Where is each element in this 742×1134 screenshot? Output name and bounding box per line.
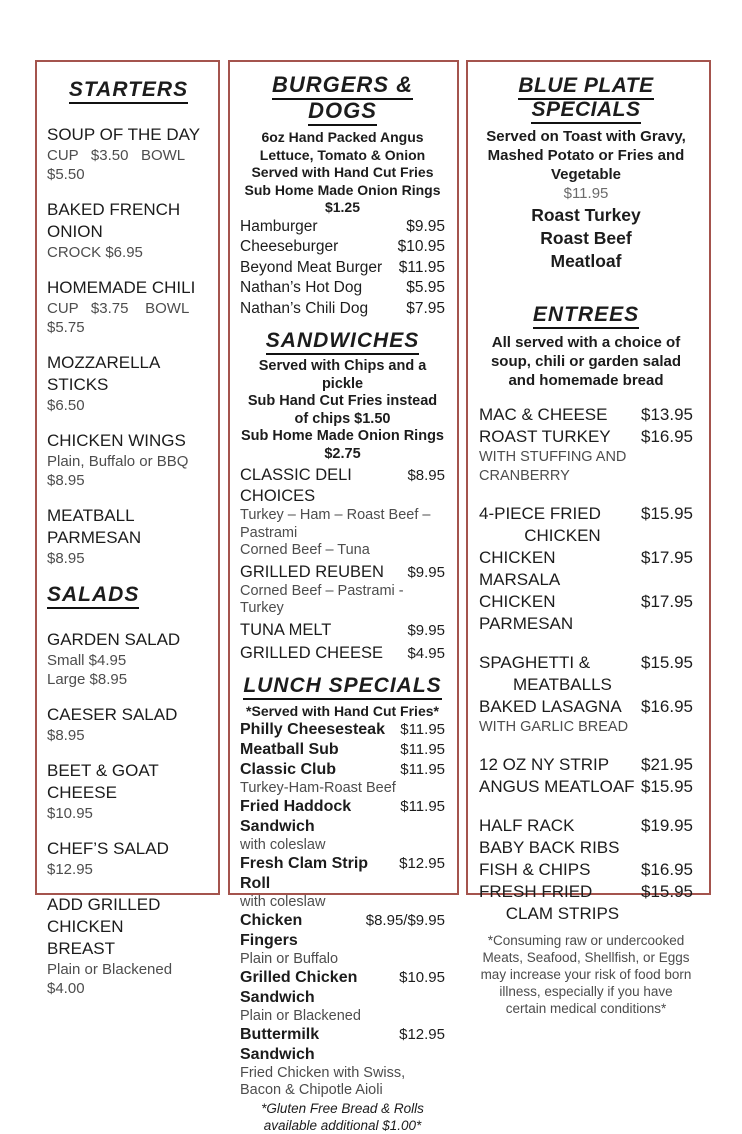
menu-item [47, 894, 210, 998]
item-sub: $10.95 [47, 804, 210, 823]
section-heading-text: BLUE PLATE SPECIALS [518, 74, 653, 124]
item-name: HOMEMADE CHILI [47, 277, 210, 299]
menu-item-row [47, 760, 210, 804]
item-name-line2: BREAST [47, 938, 210, 960]
menu-section [240, 72, 445, 319]
item-name: CLASSIC DELI CHOICES [240, 465, 403, 507]
menu-item-row [240, 797, 445, 837]
item-name-line2: MEATBALLS [479, 674, 646, 696]
menu-item [47, 199, 210, 262]
menu-item-row [240, 278, 445, 299]
item-sub: Large $8.95 [47, 670, 210, 689]
item-price: $9.95 [403, 562, 445, 583]
item-price: $7.95 [402, 299, 445, 320]
section-footnote: *Gluten Free Bread & Rolls available additional $1.00* [240, 1101, 445, 1134]
item-name: Fried Haddock Sandwich [240, 797, 396, 837]
item-name: CHICKEN PARMESAN [479, 591, 637, 635]
section-heading [47, 583, 210, 607]
menu-item [479, 881, 693, 925]
section-intro-line: Served with Chips and a pickle [240, 358, 445, 393]
menu-item-row [47, 704, 210, 726]
item-price: $21.95 [637, 754, 693, 776]
item-sub: CUP $3.75 BOWL $5.75 [47, 299, 210, 337]
item-sub: Corned Beef – Pastrami - Turkey [240, 583, 445, 618]
item-sub: Plain or Buffalo [240, 951, 445, 968]
item-sub: with coleslaw [240, 837, 445, 854]
menu-section [47, 78, 210, 568]
menu-item [240, 797, 445, 854]
menu-section [240, 329, 445, 664]
item-price: $19.95 [637, 815, 693, 837]
item-price: $15.95 [637, 776, 693, 798]
section-heading [240, 674, 445, 698]
item-price: $4.95 [403, 643, 445, 664]
menu-item [240, 720, 445, 740]
item-name: Meatball Sub [240, 740, 396, 760]
section-intro-line: Served with Hand Cut Fries [240, 164, 445, 182]
menu-item-row [47, 838, 210, 860]
item-price: $11.95 [396, 740, 445, 760]
menu-item-row [240, 258, 445, 279]
item-price: $15.95 [637, 503, 693, 525]
item-name: Philly Cheesesteak [240, 720, 396, 740]
menu-item-row [479, 404, 693, 426]
blueplate-entrees-column [466, 60, 711, 895]
item-name-line2: CHICKEN [479, 525, 646, 547]
section-footnote: *Consuming raw or undercooked Meats, Seafood, Shellfish, or Eggs may increase your risk of food born illness, especially if you have certain medical conditions* [479, 932, 693, 1017]
menu-item-row [479, 776, 693, 798]
menu-item [240, 760, 445, 797]
item-name: GRILLED CHEESE [240, 643, 403, 664]
menu-item [240, 620, 445, 641]
item-sub: $6.50 [47, 396, 210, 415]
item-price: $17.95 [637, 547, 693, 569]
menu-item [240, 643, 445, 664]
menu-item [240, 299, 445, 320]
menu-item [479, 859, 693, 881]
item-name: BEET & GOAT CHEESE [47, 760, 210, 804]
item-name: SOUP OF THE DAY [47, 124, 210, 146]
item-price: $12.95 [395, 1025, 445, 1045]
menu-item-row [47, 629, 210, 651]
item-name: CHICKEN MARSALA [479, 547, 637, 591]
section-intro-line: Sub Home Made Onion Rings $2.75 [240, 428, 445, 463]
item-name: MEATBALL PARMESAN [47, 505, 210, 549]
item-sub: Small $4.95 [47, 651, 210, 670]
menu-item-row [47, 894, 210, 938]
menu-item-row [240, 465, 445, 507]
menu-item-row [47, 277, 210, 299]
item-name: FISH & CHIPS [479, 859, 637, 881]
menu-item-row [47, 505, 210, 549]
section-intro-line: *Served with Hand Cut Fries* [240, 703, 445, 721]
item-price: $10.95 [395, 968, 445, 988]
section-intro-line: Roast Turkey [479, 204, 693, 227]
menu-item-row [479, 696, 693, 718]
item-sub: Plain, Buffalo or BBQ [47, 452, 210, 471]
item-sub: $8.95 [47, 726, 210, 745]
menu-item-row [47, 430, 210, 452]
item-name: CHEF’S SALAD [47, 838, 210, 860]
menu-item-row [240, 911, 445, 951]
item-name: Nathan’s Hot Dog [240, 278, 402, 299]
item-sub: Turkey-Ham-Roast Beef [240, 780, 445, 797]
menu-item-row [479, 754, 693, 776]
menu-item [240, 258, 445, 279]
menu-item [240, 465, 445, 560]
item-sub: WITH GARLIC BREAD [479, 718, 693, 737]
item-price: $11.95 [395, 258, 445, 279]
item-name: MOZZARELLA STICKS [47, 352, 210, 396]
item-price: $11.95 [396, 720, 445, 740]
menu-item-row [47, 352, 210, 396]
section-intro-line: Roast Beef [479, 227, 693, 250]
item-name: Hamburger [240, 217, 402, 238]
item-name: Nathan’s Chili Dog [240, 299, 402, 320]
menu-item-row [240, 217, 445, 238]
menu-item-row [479, 503, 693, 525]
section-heading-text: STARTERS [69, 78, 188, 104]
item-sub: $8.95 [47, 549, 210, 568]
item-price: $16.95 [637, 426, 693, 448]
menu-item-row [479, 426, 693, 448]
item-name: ROAST TURKEY [479, 426, 637, 448]
menu-item [240, 911, 445, 968]
section-intro-line: Sub Home Made Onion Rings $1.25 [240, 182, 445, 217]
item-name: TUNA MELT [240, 620, 403, 641]
item-name: FRESH FRIED [479, 881, 637, 903]
item-name: BAKED FRENCH ONION [47, 199, 210, 243]
menu-item [47, 838, 210, 879]
section-heading-text: SALADS [47, 583, 139, 609]
menu-item [47, 629, 210, 689]
item-price: $9.95 [402, 217, 445, 238]
menu-item-row [240, 1025, 445, 1065]
menu-section [479, 74, 693, 273]
menu-item [240, 740, 445, 760]
item-sub: Corned Beef – Tuna [240, 542, 445, 560]
section-heading [47, 78, 210, 102]
menu-item-row [240, 854, 445, 894]
item-price: $15.95 [637, 881, 693, 903]
menu-item [47, 704, 210, 745]
menu-item [240, 562, 445, 618]
menu-item [479, 696, 693, 737]
menu-item-row [240, 760, 445, 780]
menu-item [240, 237, 445, 258]
section-intro-line: $11.95 [479, 184, 693, 204]
item-price: $10.95 [394, 237, 445, 258]
section-heading [479, 74, 693, 122]
menu-item [240, 968, 445, 1025]
menu-item-row [240, 740, 445, 760]
menu-item-row [47, 199, 210, 243]
menu-item [479, 776, 693, 798]
item-name: 12 OZ NY STRIP [479, 754, 637, 776]
menu-item-row [479, 881, 693, 903]
section-heading-text: SANDWICHES [266, 329, 420, 355]
menu-item [479, 815, 693, 859]
item-sub: WITH STUFFING AND CRANBERRY [479, 448, 693, 486]
item-name: SPAGHETTI & [479, 652, 637, 674]
item-name-line2: CLAM STRIPS [479, 903, 646, 925]
item-name: Beyond Meat Burger [240, 258, 395, 279]
starters-salads-column [35, 60, 220, 895]
section-intro-line: Sub Hand Cut Fries instead of chips $1.50 [240, 393, 445, 428]
menu-item [479, 754, 693, 776]
item-price: $8.95/$9.95 [362, 911, 445, 931]
burgers-sandwiches-lunch-column [228, 60, 459, 895]
item-price: $11.95 [396, 760, 445, 780]
menu-item [240, 217, 445, 238]
section-intro-line: Served on Toast with Gravy, Mashed Potato or Fries and Vegetable [479, 127, 693, 184]
menu-item [240, 854, 445, 911]
item-price: $5.95 [402, 278, 445, 299]
item-sub: Turkey – Ham – Roast Beef – Pastrami [240, 507, 445, 542]
menu-item-row [479, 652, 693, 674]
menu-item-row [240, 968, 445, 1008]
item-sub: $4.00 [47, 979, 210, 998]
menu-item [47, 277, 210, 337]
item-price: $16.95 [637, 696, 693, 718]
item-sub: CUP $3.50 BOWL $5.50 [47, 146, 210, 184]
item-price: $12.95 [395, 854, 445, 874]
menu-item [479, 503, 693, 547]
item-name: ANGUS MEATLOAF [479, 776, 637, 798]
item-name-line2: BABY BACK RIBS [479, 837, 693, 859]
item-price: $16.95 [637, 859, 693, 881]
section-heading-text: ENTREES [533, 303, 639, 329]
menu-item-row [240, 720, 445, 740]
item-name: BAKED LASAGNA [479, 696, 637, 718]
menu-item [240, 1025, 445, 1099]
item-price: $15.95 [637, 652, 693, 674]
menu-item [479, 652, 693, 696]
item-name: GRILLED REUBEN [240, 562, 403, 583]
section-heading [479, 303, 693, 327]
item-sub: $8.95 [47, 471, 210, 490]
menu-item-row [479, 591, 693, 635]
section-heading [240, 72, 445, 124]
item-name: Chicken Fingers [240, 911, 362, 951]
menu-item-row [240, 237, 445, 258]
menu-item [47, 352, 210, 415]
item-name: 4-PIECE FRIED [479, 503, 637, 525]
section-intro-line: 6oz Hand Packed Angus [240, 129, 445, 147]
menu-item-row [240, 643, 445, 664]
item-name: HALF RACK [479, 815, 637, 837]
menu-item-row [240, 562, 445, 583]
item-name: GARDEN SALAD [47, 629, 210, 651]
menu-item-row [479, 859, 693, 881]
section-heading-text: BURGERS & DOGS [272, 72, 413, 126]
item-sub: Plain or Blackened [47, 960, 210, 979]
item-name: MAC & CHEESE [479, 404, 637, 426]
menu-item [240, 278, 445, 299]
menu-item [479, 426, 693, 486]
item-price: $11.95 [396, 797, 445, 817]
item-price: $8.95 [403, 465, 445, 486]
menu-item-row [240, 620, 445, 641]
item-sub: Plain or Blackened [240, 1008, 445, 1025]
menu-item [479, 547, 693, 591]
section-intro-line: Meatloaf [479, 250, 693, 273]
item-name: CAESER SALAD [47, 704, 210, 726]
menu-item [47, 760, 210, 823]
item-price: $13.95 [637, 404, 693, 426]
item-name: ADD GRILLED CHICKEN [47, 894, 210, 938]
menu-item-row [240, 299, 445, 320]
section-heading [240, 329, 445, 353]
menu-item-row [479, 815, 693, 837]
item-price: $9.95 [403, 620, 445, 641]
item-name: Grilled Chicken Sandwich [240, 968, 395, 1008]
item-sub: $12.95 [47, 860, 210, 879]
item-name: Cheeseburger [240, 237, 394, 258]
menu-item [479, 404, 693, 426]
item-name: CHICKEN WINGS [47, 430, 210, 452]
item-name: Fresh Clam Strip Roll [240, 854, 395, 894]
menu-section [47, 583, 210, 998]
item-name: Buttermilk Sandwich [240, 1025, 395, 1065]
item-price: $17.95 [637, 591, 693, 613]
item-sub: CROCK $6.95 [47, 243, 210, 262]
menu-item [47, 430, 210, 490]
section-intro-line: Lettuce, Tomato & Onion [240, 147, 445, 165]
section-heading-text: LUNCH SPECIALS [243, 674, 441, 700]
section-intro-line: All served with a choice of soup, chili or garden salad and homemade bread [479, 333, 693, 390]
item-sub: Fried Chicken with Swiss, Bacon & Chipotle Aioli [240, 1065, 445, 1099]
item-sub: with coleslaw [240, 894, 445, 911]
item-name: Classic Club [240, 760, 396, 780]
menu-item [47, 505, 210, 568]
menu-item-row [47, 124, 210, 146]
menu-item [479, 591, 693, 635]
menu-section [479, 303, 693, 1017]
menu-section [240, 674, 445, 1134]
menu-item [47, 124, 210, 184]
menu-item-row [479, 547, 693, 591]
